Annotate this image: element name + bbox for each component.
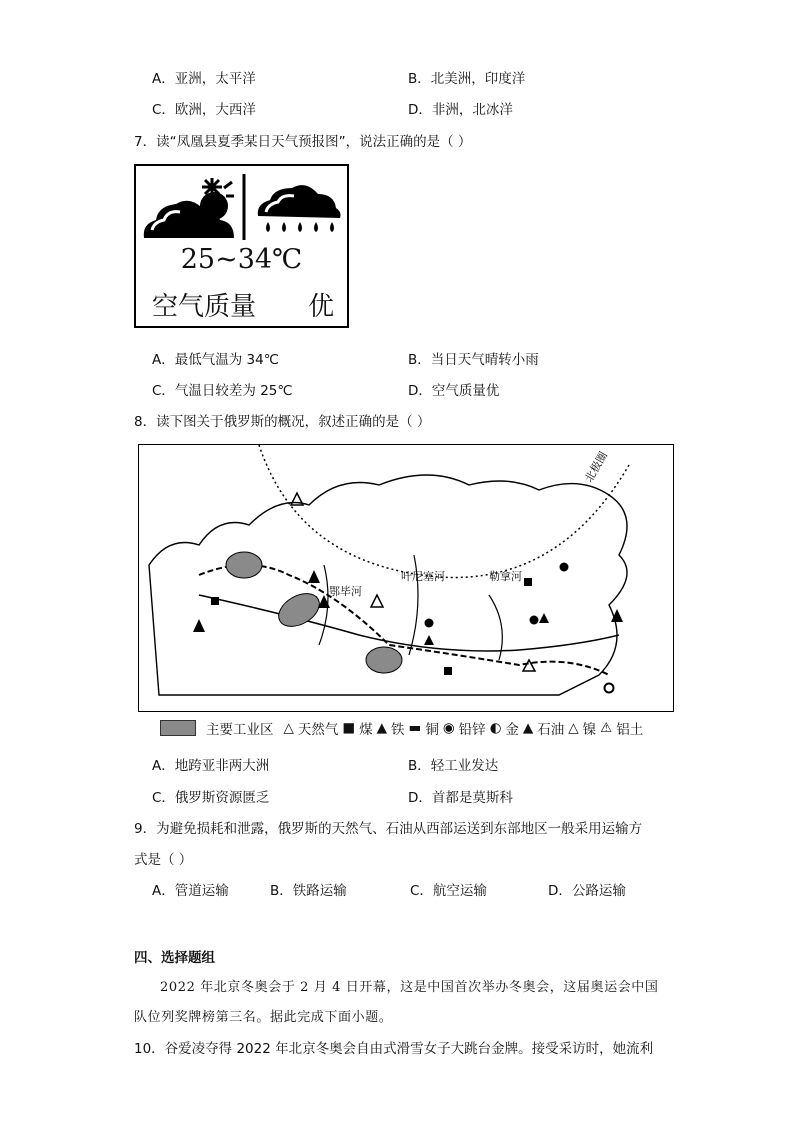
legend-gold: 金 [505,722,519,738]
q7-option-c: C．气温日较差为 25℃ [152,383,293,399]
q9-option-c: C．航空运输 [410,883,487,899]
gold-icon: ◐ [489,720,502,736]
rain-cloud-icon [258,185,341,232]
russia-resource-map [138,444,674,712]
legend-natural-gas: 天然气 [297,722,339,738]
q9-stem-line2: 式是（ ） [134,852,193,868]
industrial-area-moscow [226,552,262,578]
bauxite-icon: ⚠ [600,720,613,736]
weather-icons [136,166,347,246]
q6-option-d: D．非洲，北冰洋 [408,102,513,118]
q9-stem-line1: 9．为避免损耗和泄露，俄罗斯的天然气、石油从西部运送到东部地区一般采用运输方 [134,821,643,837]
q8-option-c: C．俄罗斯资源匮乏 [152,790,270,806]
legend-nickel: 镍 [582,722,597,738]
legend-coal: 煤 [359,722,373,738]
iron-icon: ▲ [376,720,388,736]
q6-option-a: A．亚洲，太平洋 [152,71,256,87]
gold-icon [560,563,569,572]
q6-option-b: B．北美洲，印度洋 [408,71,526,87]
map-legend [160,718,643,738]
iron-icon [539,613,549,623]
industrial-area-kuzbass [366,647,402,673]
oil-icon [193,619,205,632]
ob-river-label: 鄂毕河 [329,585,362,598]
coal-icon [444,667,452,675]
q10-stem-line1: 10．谷爱凌夺得 2022 年北京冬奥会自由式滑雪女子大跳台金牌。接受采访时，她流利 [134,1041,654,1057]
q7-option-b: B．当日天气晴转小雨 [408,352,539,368]
legend-oil: 石油 [537,722,565,738]
q7-option-a: A．最低气温为 34℃ [152,352,279,368]
section-intro-line1: 2022 年北京冬奥会于 2 月 4 日开幕，这是中国首次举办冬奥会，这届奥运会中国 [160,980,659,995]
resource-symbols [193,493,623,693]
arctic-circle-label: 北极圈 [582,449,611,485]
lena-river-label: 勒拿河 [489,570,522,583]
q8-option-a: A．地跨亚非两大洲 [152,758,270,774]
nickel-icon [523,660,535,671]
oil-icon [308,570,320,583]
industrial-area-ural [273,587,325,633]
copper-icon: ▬ [408,720,422,736]
coal-icon [524,578,532,586]
yenisei-river-label: 叶尼塞河 [401,570,445,583]
q7-option-d: D．空气质量优 [408,383,500,399]
q8-stem: 8．读下图关于俄罗斯的概况，叙述正确的是（ ） [134,414,431,430]
legend-lead-zinc: 铅锌 [458,722,486,738]
q8-option-b: B．轻工业发达 [408,758,499,774]
air-quality-label: 空气质量 [152,292,257,322]
coal-icon [211,597,219,605]
q8-option-d: D．首都是莫斯科 [408,790,513,806]
sun-behind-cloud-icon [144,178,234,238]
lead-zinc-icon: ◉ [442,720,455,736]
section-title: 四、选择题组 [134,950,215,966]
temperature-range: 25~34℃ [180,244,303,275]
map-canvas [139,445,673,711]
q9-option-b: B．铁路运输 [270,883,347,899]
air-quality-value: 优 [308,292,335,322]
gold-icon [530,616,539,625]
arctic-circle-line [259,445,629,578]
industrial-area-swatch [160,720,196,736]
natural-gas-icon [371,595,383,607]
legend-bauxite: 铝土 [616,722,644,738]
weather-forecast-card [134,164,349,328]
iron-icon [424,635,434,645]
oil-icon: ▲ [522,720,534,736]
coal-icon: ■ [342,720,356,736]
gold-icon [425,619,434,628]
nickel-icon: △ [568,720,579,736]
section-intro-line2: 队位列奖牌榜第三名。据此完成下面小题。 [134,1010,393,1025]
railway-line [199,595,619,651]
q9-option-d: D．公路运输 [548,883,626,899]
lead-zinc-icon [605,684,614,693]
legend-industrial-area: 主要工业区 [206,722,274,738]
q7-stem: 7．读“凤凰县夏季某日天气预报图”，说法正确的是（ ） [134,134,472,150]
q6-option-c: C．欧洲，大西洋 [152,102,256,118]
legend-iron: 铁 [391,722,405,738]
q9-option-a: A．管道运输 [152,883,229,899]
natural-gas-icon: △ [283,720,294,736]
legend-copper: 铜 [425,722,439,738]
